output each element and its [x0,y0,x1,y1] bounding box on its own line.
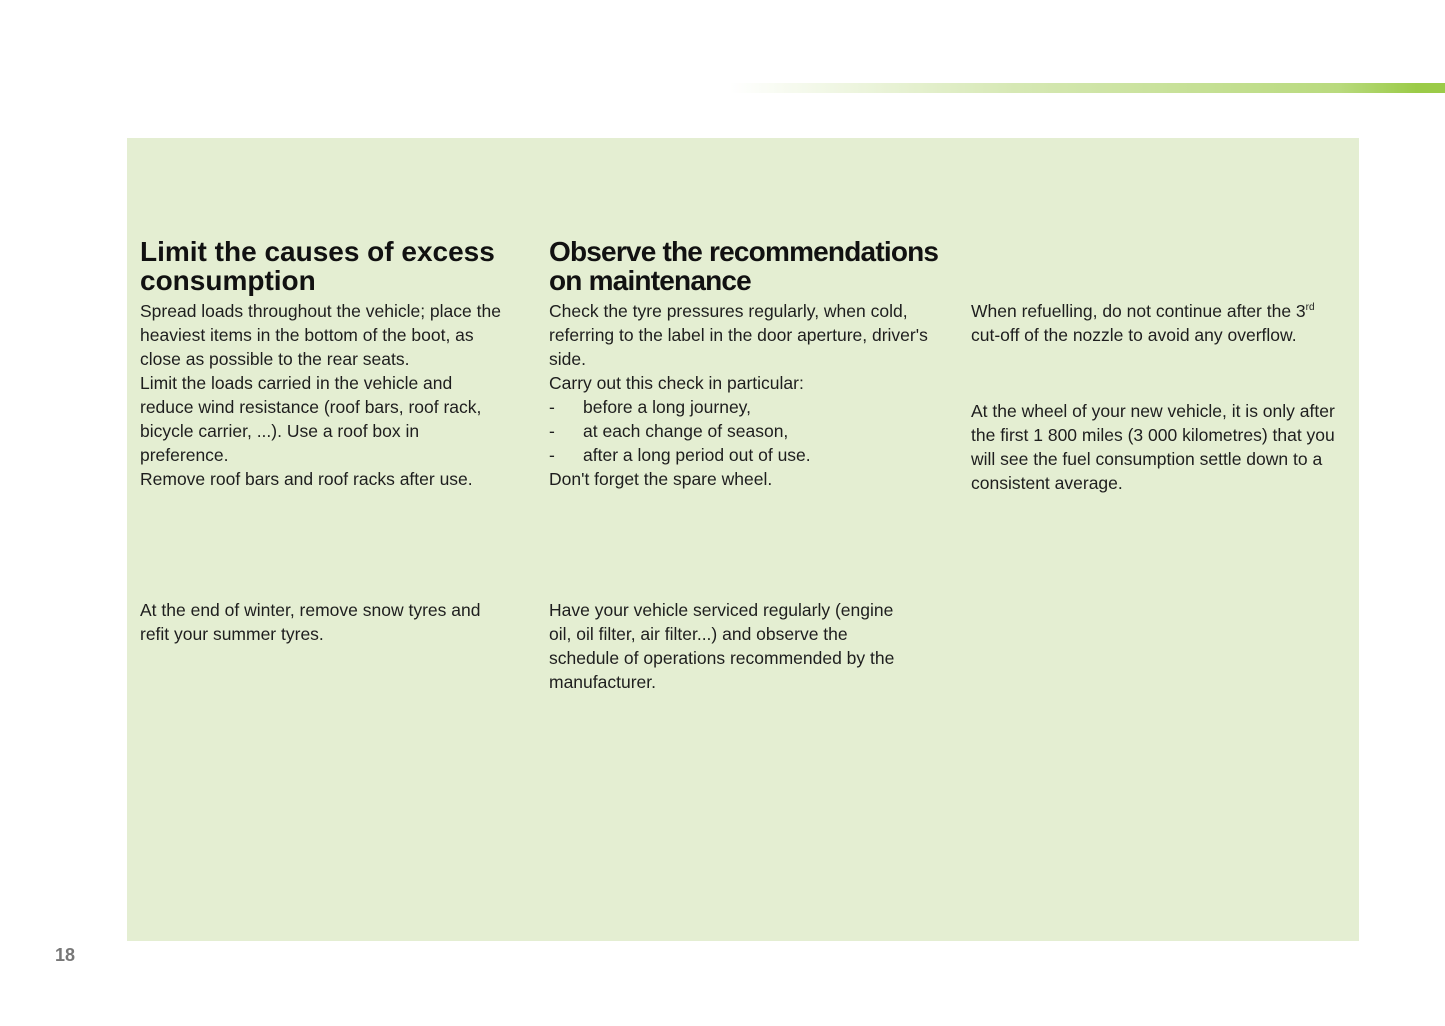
excess-consumption-text [140,299,505,491]
list-item-text: at each change of season, [583,421,789,441]
list-item-text: after a long period out of use. [583,445,811,465]
bullet: - [549,445,555,465]
heading-maintenance: Observe the recommendations on maintenance [549,236,939,296]
paragraph: Don't forget the spare wheel. [549,469,773,489]
page-number: 18 [55,945,76,965]
winter-tyres-tip: At the end of winter, remove snow tyres and refit your summer tyres. [140,600,481,644]
list-item [549,443,934,467]
list-item [549,419,934,443]
list-item [549,395,934,419]
header-gradient-bar [730,83,1445,93]
maintenance-text [549,299,934,491]
bullet: - [549,421,555,441]
refuelling-note [971,299,1341,347]
heading-excess-consumption: Limit the causes of excess consumption [140,236,495,296]
paragraph: Spread loads throughout the vehicle; place the heaviest items in the bottom of the boot, as close as possible to the rear seats. [140,301,501,369]
consumption-settle-note: At the wheel of your new vehicle, it is only after the first 1 800 miles (3 000 kilometres) that you will see the fuel consumption settle down to a consistent average. [971,401,1335,493]
paragraph: Check the tyre pressures regularly, when cold, referring to the label in the door aperture, driver's side. [549,301,928,369]
paragraph: Remove roof bars and roof racks after use. [140,469,473,489]
list-title: Carry out this check in particular: [549,373,804,393]
text: When refuelling, do not continue after the 3 [971,301,1306,321]
paragraph: Limit the loads carried in the vehicle and reduce wind resistance (roof bars, roof rack, bicycle carrier, ...). Use a roof box in preference. [140,373,482,465]
superscript: rd [1305,302,1315,314]
bullet: - [549,397,555,417]
text: cut-off of the nozzle to avoid any overflow. [971,325,1297,345]
servicing-tip: Have your vehicle serviced regularly (engine oil, oil filter, air filter...) and observe the schedule of operations recommended by the manufacturer. [549,600,895,692]
list-item-text: before a long journey, [583,397,751,417]
